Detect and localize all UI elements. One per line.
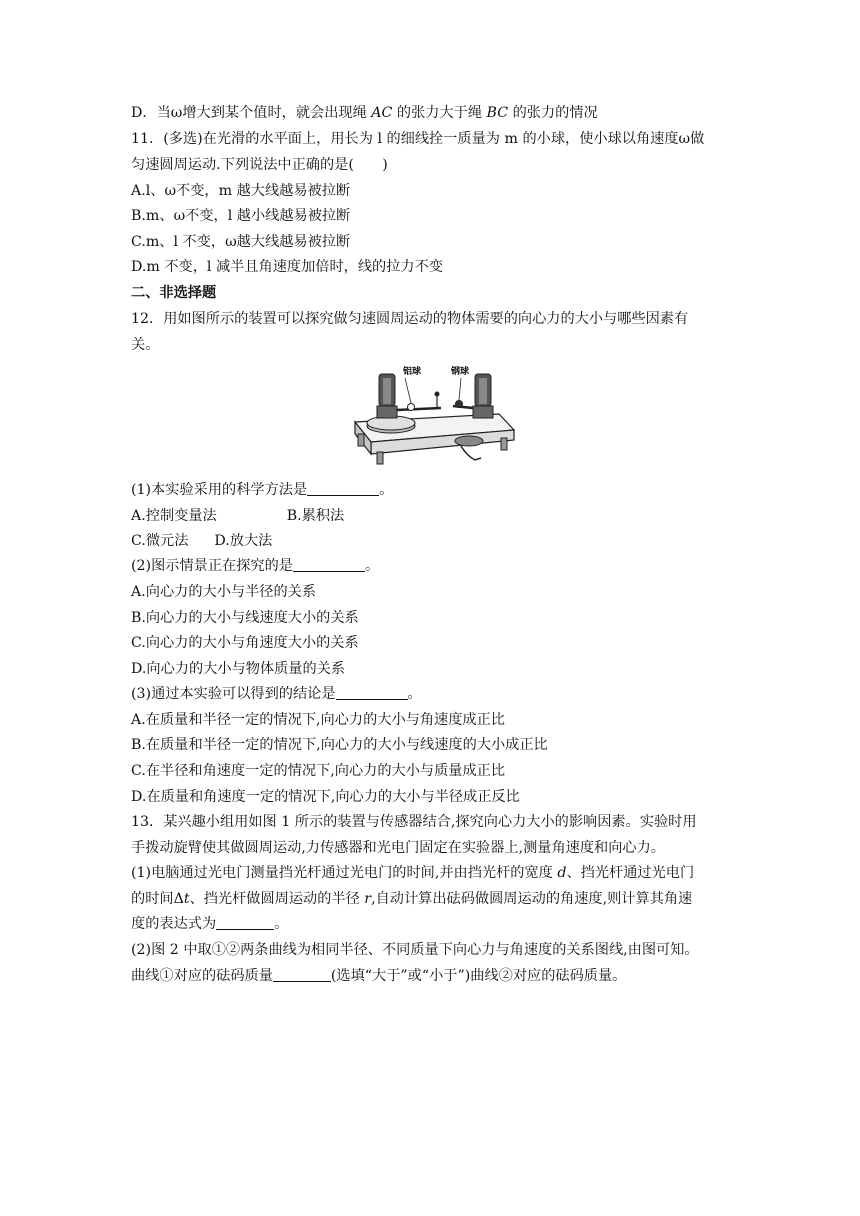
left-column-base <box>377 406 397 418</box>
text: 的张力大于绳 <box>392 105 487 121</box>
left-spring <box>383 378 391 404</box>
text: 。 <box>407 686 422 702</box>
q13-part1-line1 <box>131 863 694 883</box>
text: (1)电脑通过光电门测量挡光杆通过光电门的时间,并由挡光杆的宽度 <box>131 865 558 881</box>
text: (3)通过本实验可以得到的结论是 <box>131 686 336 702</box>
q12-part2 <box>131 556 379 576</box>
answer-blank <box>273 967 331 982</box>
q11-option-c: C.m、l 不变，ω越大线越易被拉断 <box>131 234 351 250</box>
q11-option-b: B.m、ω不变，l 越小线越易被拉断 <box>131 208 351 224</box>
answer-blank <box>293 557 365 572</box>
q11-option-a: A.l、ω不变，m 越大线越易被拉断 <box>131 183 351 199</box>
text: (选填“大于”或“小于”)曲线②对应的砝码质量。 <box>330 968 627 984</box>
italic-ac: AC <box>371 105 393 121</box>
q10-option-d <box>131 103 598 123</box>
italic-r: r <box>364 891 372 907</box>
q12-part3-option-d: D.在质量和角速度一定的情况下,向心力的大小与半径成正反比 <box>131 789 520 805</box>
option-c: C.微元法 <box>131 533 189 549</box>
italic-bc: BC <box>486 105 509 121</box>
lever-knob <box>435 392 440 397</box>
text: 的时间Δ <box>131 891 184 907</box>
text: (2)图示情景正在探究的是 <box>131 558 293 574</box>
q13-stem-line1: 13．某兴趣小组用如图 1 所示的装置与传感器结合,探究向心力大小的影响因素。实验时用 <box>131 814 697 830</box>
right-spring <box>479 378 487 404</box>
q13-stem-line2: 手拨动旋臂使其做圆周运动,力传感器和光电门固定在实验器上,测量角速度和向心力。 <box>131 840 665 856</box>
text: 的张力的情况 <box>508 105 598 121</box>
q12-part2-option-c: C.向心力的大小与角速度大小的关系 <box>131 635 359 651</box>
q11-stem-line2: 匀速圆周运动.下列说法中正确的是( ) <box>131 157 388 173</box>
q12-part3-option-c: C.在半径和角速度一定的情况下,向心力的大小与质量成正比 <box>131 763 506 779</box>
apparatus-figure <box>349 362 519 472</box>
text: 。 <box>379 482 394 498</box>
option-b: B.累积法 <box>286 508 345 524</box>
q13-part2-line1: (2)图 2 中取①②两条曲线为相同半径、不同质量下向心力与角速度的关系图线,由图可知。 <box>131 942 699 958</box>
q13-part1-line3 <box>131 914 288 934</box>
q12-part2-option-d: D.向心力的大小与物体质量的关系 <box>131 661 346 677</box>
answer-blank <box>216 915 274 930</box>
q13-part2-line2 <box>131 966 626 986</box>
text: 、挡光杆做圆周运动的半径 <box>189 891 365 907</box>
steel-ball <box>456 401 463 408</box>
q12-part1 <box>131 480 393 500</box>
answer-blank <box>336 685 408 700</box>
text: ,自动计算出砝码做圆周运动的角速度,则计算其角速 <box>371 891 693 907</box>
leader-left <box>405 378 411 403</box>
q12-stem-line1: 12．用如图所示的装置可以探究做匀速圆周运动的物体需要的向心力的大小与哪些因素有 <box>131 311 689 327</box>
left-arm <box>397 408 441 410</box>
option-d: D.放大法 <box>214 533 273 549</box>
label-steel: 钢球 <box>451 367 470 377</box>
q12-part3-option-b: B.在质量和半径一定的情况下,向心力的大小与线速度的大小成正比 <box>131 737 548 753</box>
q12-stem-line2: 关。 <box>131 337 160 353</box>
q12-part3-option-a: A.在质量和半径一定的情况下,向心力的大小与角速度成正比 <box>131 712 505 728</box>
text: 。 <box>364 558 380 574</box>
text: 度的表达式为 <box>131 916 217 932</box>
q13-part1-line2 <box>131 889 692 909</box>
leg <box>501 438 507 450</box>
leg <box>358 434 364 446</box>
leg <box>377 452 383 464</box>
q12-part3 <box>131 684 422 704</box>
aluminum-ball <box>408 404 415 411</box>
text: (1)本实验采用的科学方法是 <box>131 482 308 498</box>
q11-stem-line1: 11．(多选)在光滑的水平面上，用长为 l 的细线拴一质量为 m 的小球，使小球以角速度ω做 <box>131 131 705 147</box>
q12-part2-option-b: B.向心力的大小与线速度大小的关系 <box>131 610 359 626</box>
label-aluminum: 铝球 <box>403 367 422 377</box>
text: 。 <box>274 916 289 932</box>
leader-right <box>459 378 461 400</box>
crank-handle <box>461 446 481 460</box>
q12-part2-option-a: A.向心力的大小与半径的关系 <box>131 584 317 600</box>
italic-d: d <box>557 865 567 881</box>
q12-part1-options-cd <box>131 531 272 551</box>
text: 曲线①对应的砝码质量 <box>131 968 273 984</box>
italic-t: t <box>183 891 190 907</box>
text: D．当ω增大到某个值时，就会出现绳 <box>131 105 372 121</box>
q12-part1-options-ab <box>131 506 344 526</box>
q11-option-d: D.m 不变，l 减半且角速度加倍时，线的拉力不变 <box>131 259 443 275</box>
answer-blank <box>307 481 379 496</box>
right-column-base <box>473 406 493 418</box>
section-heading: 二、非选择题 <box>131 285 217 301</box>
lower-pulley <box>455 436 483 446</box>
text: 、挡光杆通过光电门 <box>566 865 695 881</box>
option-a: A.控制变量法 <box>131 508 217 524</box>
